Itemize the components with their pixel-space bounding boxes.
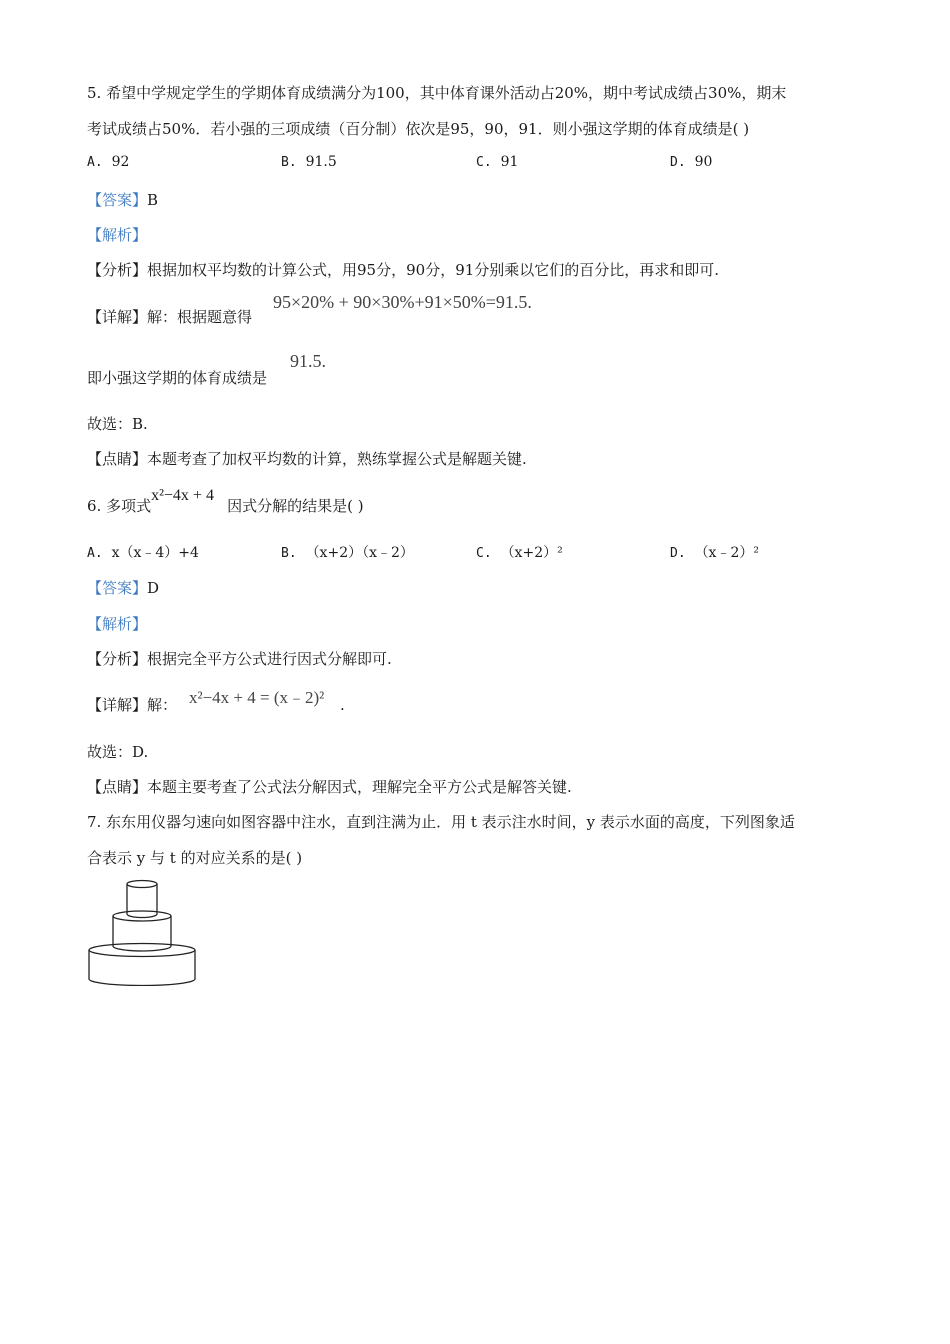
q5-detail-formula: 95×20% + 90×30%+91×50%=91.5.	[273, 292, 532, 312]
q6-analysis-tag: 【解析】	[87, 615, 148, 633]
q7-stem-line2: 合表示 y 与 t 的对应关系的是( )	[87, 849, 303, 867]
q6-option-b: B. （x+2）（x﹣2）	[281, 545, 414, 561]
q5-conclusion: 即小强这学期的体育成绩是	[87, 369, 268, 387]
q6-stem-formula: x²−4x + 4	[151, 487, 214, 504]
q5-answer: 【答案】B	[87, 191, 159, 209]
q5-conclusion-value: 91.5.	[290, 351, 326, 371]
q6-choose: 故选：D.	[87, 743, 149, 761]
q6-detail: 【详解】解：	[87, 696, 178, 714]
container-figure	[86, 878, 198, 986]
q5-stem-line1: 5. 希望中学规定学生的学期体育成绩满分为100，其中体育课外活动占20%，期中考试成绩占30%，期末	[87, 84, 787, 102]
q6-option-d: D. （x﹣2）²	[670, 545, 759, 561]
q5-fenxi: 【分析】根据加权平均数的计算公式，用95分，90分，91分别乘以它们的百分比，再求和即可.	[87, 261, 720, 279]
q6-detail-formula: x²−4x + 4 = (x﹣2)²	[189, 688, 325, 707]
q6-fenxi: 【分析】根据完全平方公式进行因式分解即可.	[87, 650, 392, 668]
q5-option-d: D. 90	[670, 154, 713, 170]
q6-stem: 6. 多项式x²−4x + 4因式分解的结果是( )	[87, 487, 364, 515]
q5-choose: 故选：B.	[87, 415, 148, 433]
q6-option-c: C. （x+2）²	[476, 545, 563, 561]
q5-comment: 【点睛】本题考查了加权平均数的计算，熟练掌握公式是解题关键.	[87, 450, 527, 468]
q5-detail: 【详解】解：根据题意得	[87, 308, 253, 326]
q5-option-a: A. 92	[87, 154, 130, 170]
q5-analysis-tag: 【解析】	[87, 226, 148, 244]
q6-option-a: A. x（x﹣4）+4	[87, 545, 199, 561]
q6-answer: 【答案】D	[87, 579, 160, 597]
q5-option-c: C. 91	[476, 154, 519, 170]
q5-option-b: B. 91.5	[281, 154, 337, 170]
q5-stem-line2: 考试成绩占50%．若小强的三项成绩（百分制）依次是95，90，91．则小强这学期的体育成绩是( )	[87, 120, 750, 138]
q6-detail-end: .	[340, 696, 345, 714]
q7-stem-line1: 7. 东东用仪器匀速向如图容器中注水，直到注满为止．用 t 表示注水时间，y 表示水面的高度，下列图象适	[87, 813, 795, 831]
q6-comment: 【点睛】本题主要考查了公式法分解因式，理解完全平方公式是解答关键.	[87, 778, 572, 796]
